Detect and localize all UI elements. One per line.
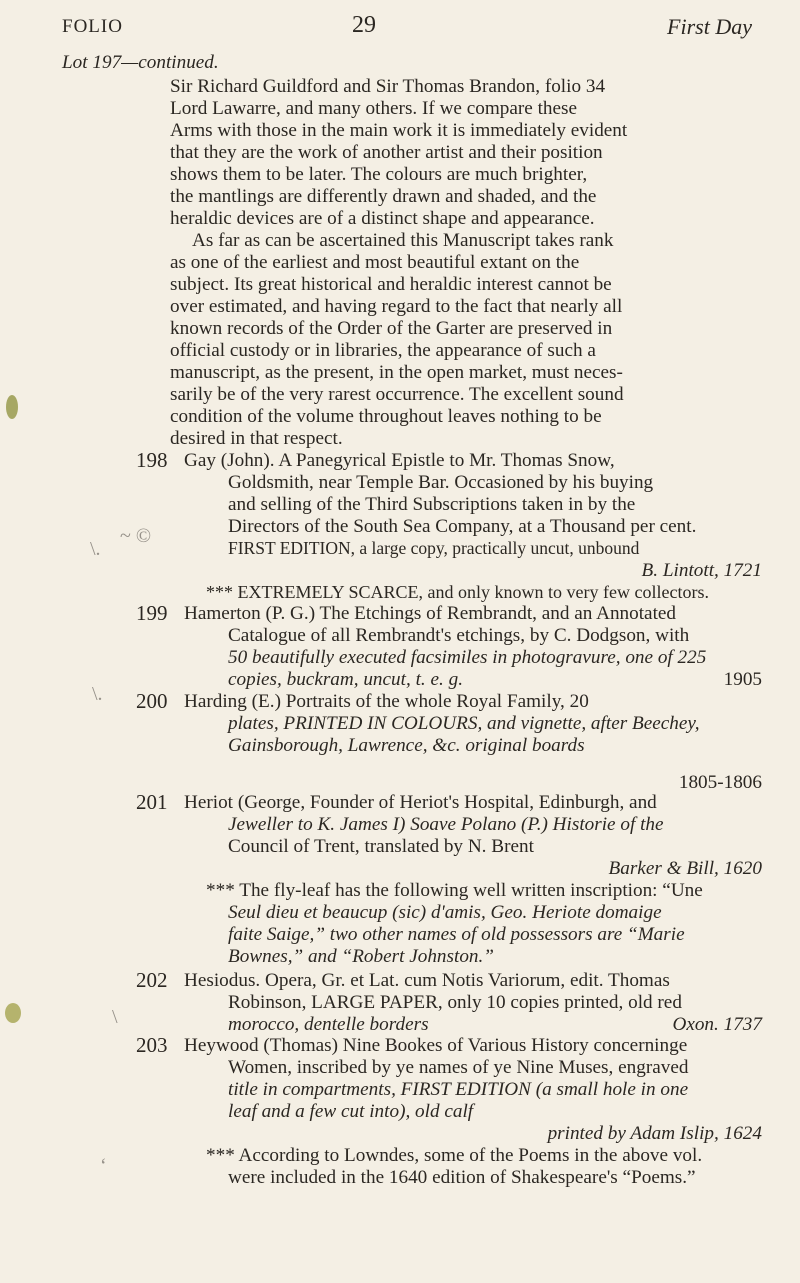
text-line: leaf and a few cut into), old calf: [228, 1101, 474, 1122]
text-line: Arms with those in the main work it is immediately evident: [170, 120, 628, 141]
text-line: Women, inscribed by ye names of ye Nine Muses, engraved: [228, 1057, 689, 1078]
note-line: *** According to Lowndes, some of the Poems in the above vol.: [206, 1145, 703, 1166]
lot-number: 201: [136, 790, 168, 814]
ink-blot: [5, 1003, 21, 1023]
lot-number: 202: [136, 968, 168, 992]
lot-199-section: [62, 603, 762, 703]
pencil-mark: ~ ©: [120, 525, 152, 547]
text-line: Goldsmith, near Temple Bar. Occasioned by his buying: [228, 472, 654, 493]
text-line: that they are the work of another artist and their position: [170, 142, 603, 163]
ink-blot: [6, 395, 18, 419]
text-line: title in compartments, FIRST EDITION (a small hole in one: [228, 1079, 689, 1100]
text-line: as one of the earliest and most beautiful extant on the: [170, 252, 580, 273]
text-line: known records of the Order of the Garter are preserved in: [170, 318, 613, 339]
lot-heading: Lot 197—continued.: [62, 52, 219, 73]
imprint: Oxon. 1737: [672, 1014, 762, 1035]
lot-number: 199: [136, 601, 168, 625]
text-line: FIRST EDITION, a large copy, practically uncut, unbound: [228, 538, 640, 558]
lot-number: 203: [136, 1033, 168, 1057]
text-line: Hesiodus. Opera, Gr. et Lat. cum Notis Variorum, edit. Thomas: [184, 970, 670, 991]
text-line: Gay (John). A Panegyrical Epistle to Mr. Thomas Snow,: [184, 450, 615, 471]
text-line: desired in that respect.: [170, 428, 343, 449]
pencil-mark: ‘: [100, 1155, 107, 1177]
text-line: manuscript, as the present, in the open market, must neces-: [170, 362, 623, 383]
imprint: 1805-1806: [678, 772, 762, 793]
text-line: copies, buckram, uncut, t. e. g.: [228, 669, 463, 690]
imprint: Barker & Bill, 1620: [608, 858, 762, 879]
text-line: the mantlings are differently drawn and shaded, and the: [170, 186, 597, 207]
page-number: 29: [352, 12, 376, 38]
text-line: As far as can be ascertained this Manuscript takes rank: [192, 230, 614, 251]
text-line: Catalogue of all Rembrandt's etchings, by C. Dodgson, with: [228, 625, 690, 646]
text-line: official custody or in libraries, the appearance of such a: [170, 340, 596, 361]
text-line: Jeweller to K. James I) Soave Polano (P.) Historie of the: [228, 814, 664, 835]
text-line: over estimated, and having regard to the fact that nearly all: [170, 296, 623, 317]
text-line: shows them to be later. The colours are much brighter,: [170, 164, 588, 185]
text-line: Heriot (George, Founder of Heriot's Hospital, Edinburgh, and: [184, 792, 657, 813]
imprint: printed by Adam Islip, 1624: [547, 1123, 762, 1144]
text-line: plates, PRINTED IN COLOURS, and vignette, after Beechey,: [228, 713, 700, 734]
text-line: 50 beautifully executed facsimiles in photogravure, one of 225: [228, 647, 707, 668]
note-line: *** The fly-leaf has the following well written inscription: “Une: [206, 880, 703, 901]
page-header: [62, 10, 752, 42]
text-line: Directors of the South Sea Company, at a Thousand per cent.: [228, 516, 697, 537]
imprint: 1905: [723, 669, 762, 690]
text-line: Sir Richard Guildford and Sir Thomas Brandon, folio 34: [170, 76, 606, 97]
text-line: heraldic devices are of a distinct shape and appearance.: [170, 208, 595, 229]
text-line: subject. Its great historical and heraldic interest cannot be: [170, 274, 612, 295]
lot-201-section: [62, 792, 762, 992]
imprint: B. Lintott, 1721: [641, 560, 762, 581]
pencil-mark: \.: [92, 683, 103, 705]
text-line: Gainsborough, Lawrence, &c. original boards: [228, 735, 585, 756]
pencil-mark: \.: [90, 538, 101, 560]
lot-197-section: [62, 52, 762, 452]
note-line: *** EXTREMELY SCARCE, and only known to very few collectors.: [206, 582, 709, 602]
note-line: Bownes,” and “Robert Johnston.”: [228, 946, 494, 967]
note-line: faite Saige,” two other names of old possessors are “Marie: [228, 924, 685, 945]
lot-number: 200: [136, 689, 168, 713]
lot-198-section: [62, 450, 762, 610]
text-line: morocco, dentelle borders: [228, 1014, 429, 1035]
day-label: First Day: [667, 14, 752, 39]
text-line: and selling of the Third Subscriptions taken in by the: [228, 494, 636, 515]
text-line: Robinson, LARGE PAPER, only 10 copies printed, old red: [228, 992, 682, 1013]
pencil-mark: \: [112, 1006, 118, 1028]
lot-200-section: [62, 691, 762, 791]
text-line: Hamerton (P. G.) The Etchings of Rembrandt, and an Annotated: [184, 603, 677, 624]
text-line: Council of Trent, translated by N. Brent: [228, 836, 534, 857]
note-line: were included in the 1640 edition of Shakespeare's “Poems.”: [228, 1167, 696, 1188]
text-line: Heywood (Thomas) Nine Bookes of Various History concerninge: [184, 1035, 688, 1056]
text-line: Lord Lawarre, and many others. If we compare these: [170, 98, 578, 119]
note-line: Seul dieu et beaucup (sic) d'amis, Geo. Heriote domaige: [228, 902, 662, 923]
lot-number: 198: [136, 448, 168, 472]
folio-label: FOLIO: [62, 16, 123, 37]
text-line: sarily be of the very rarest occurrence. The excellent sound: [170, 384, 624, 405]
text-line: condition of the volume throughout leaves nothing to be: [170, 406, 602, 427]
lot-203-section: [62, 1035, 762, 1205]
text-line: Harding (E.) Portraits of the whole Royal Family, 20: [184, 691, 589, 712]
